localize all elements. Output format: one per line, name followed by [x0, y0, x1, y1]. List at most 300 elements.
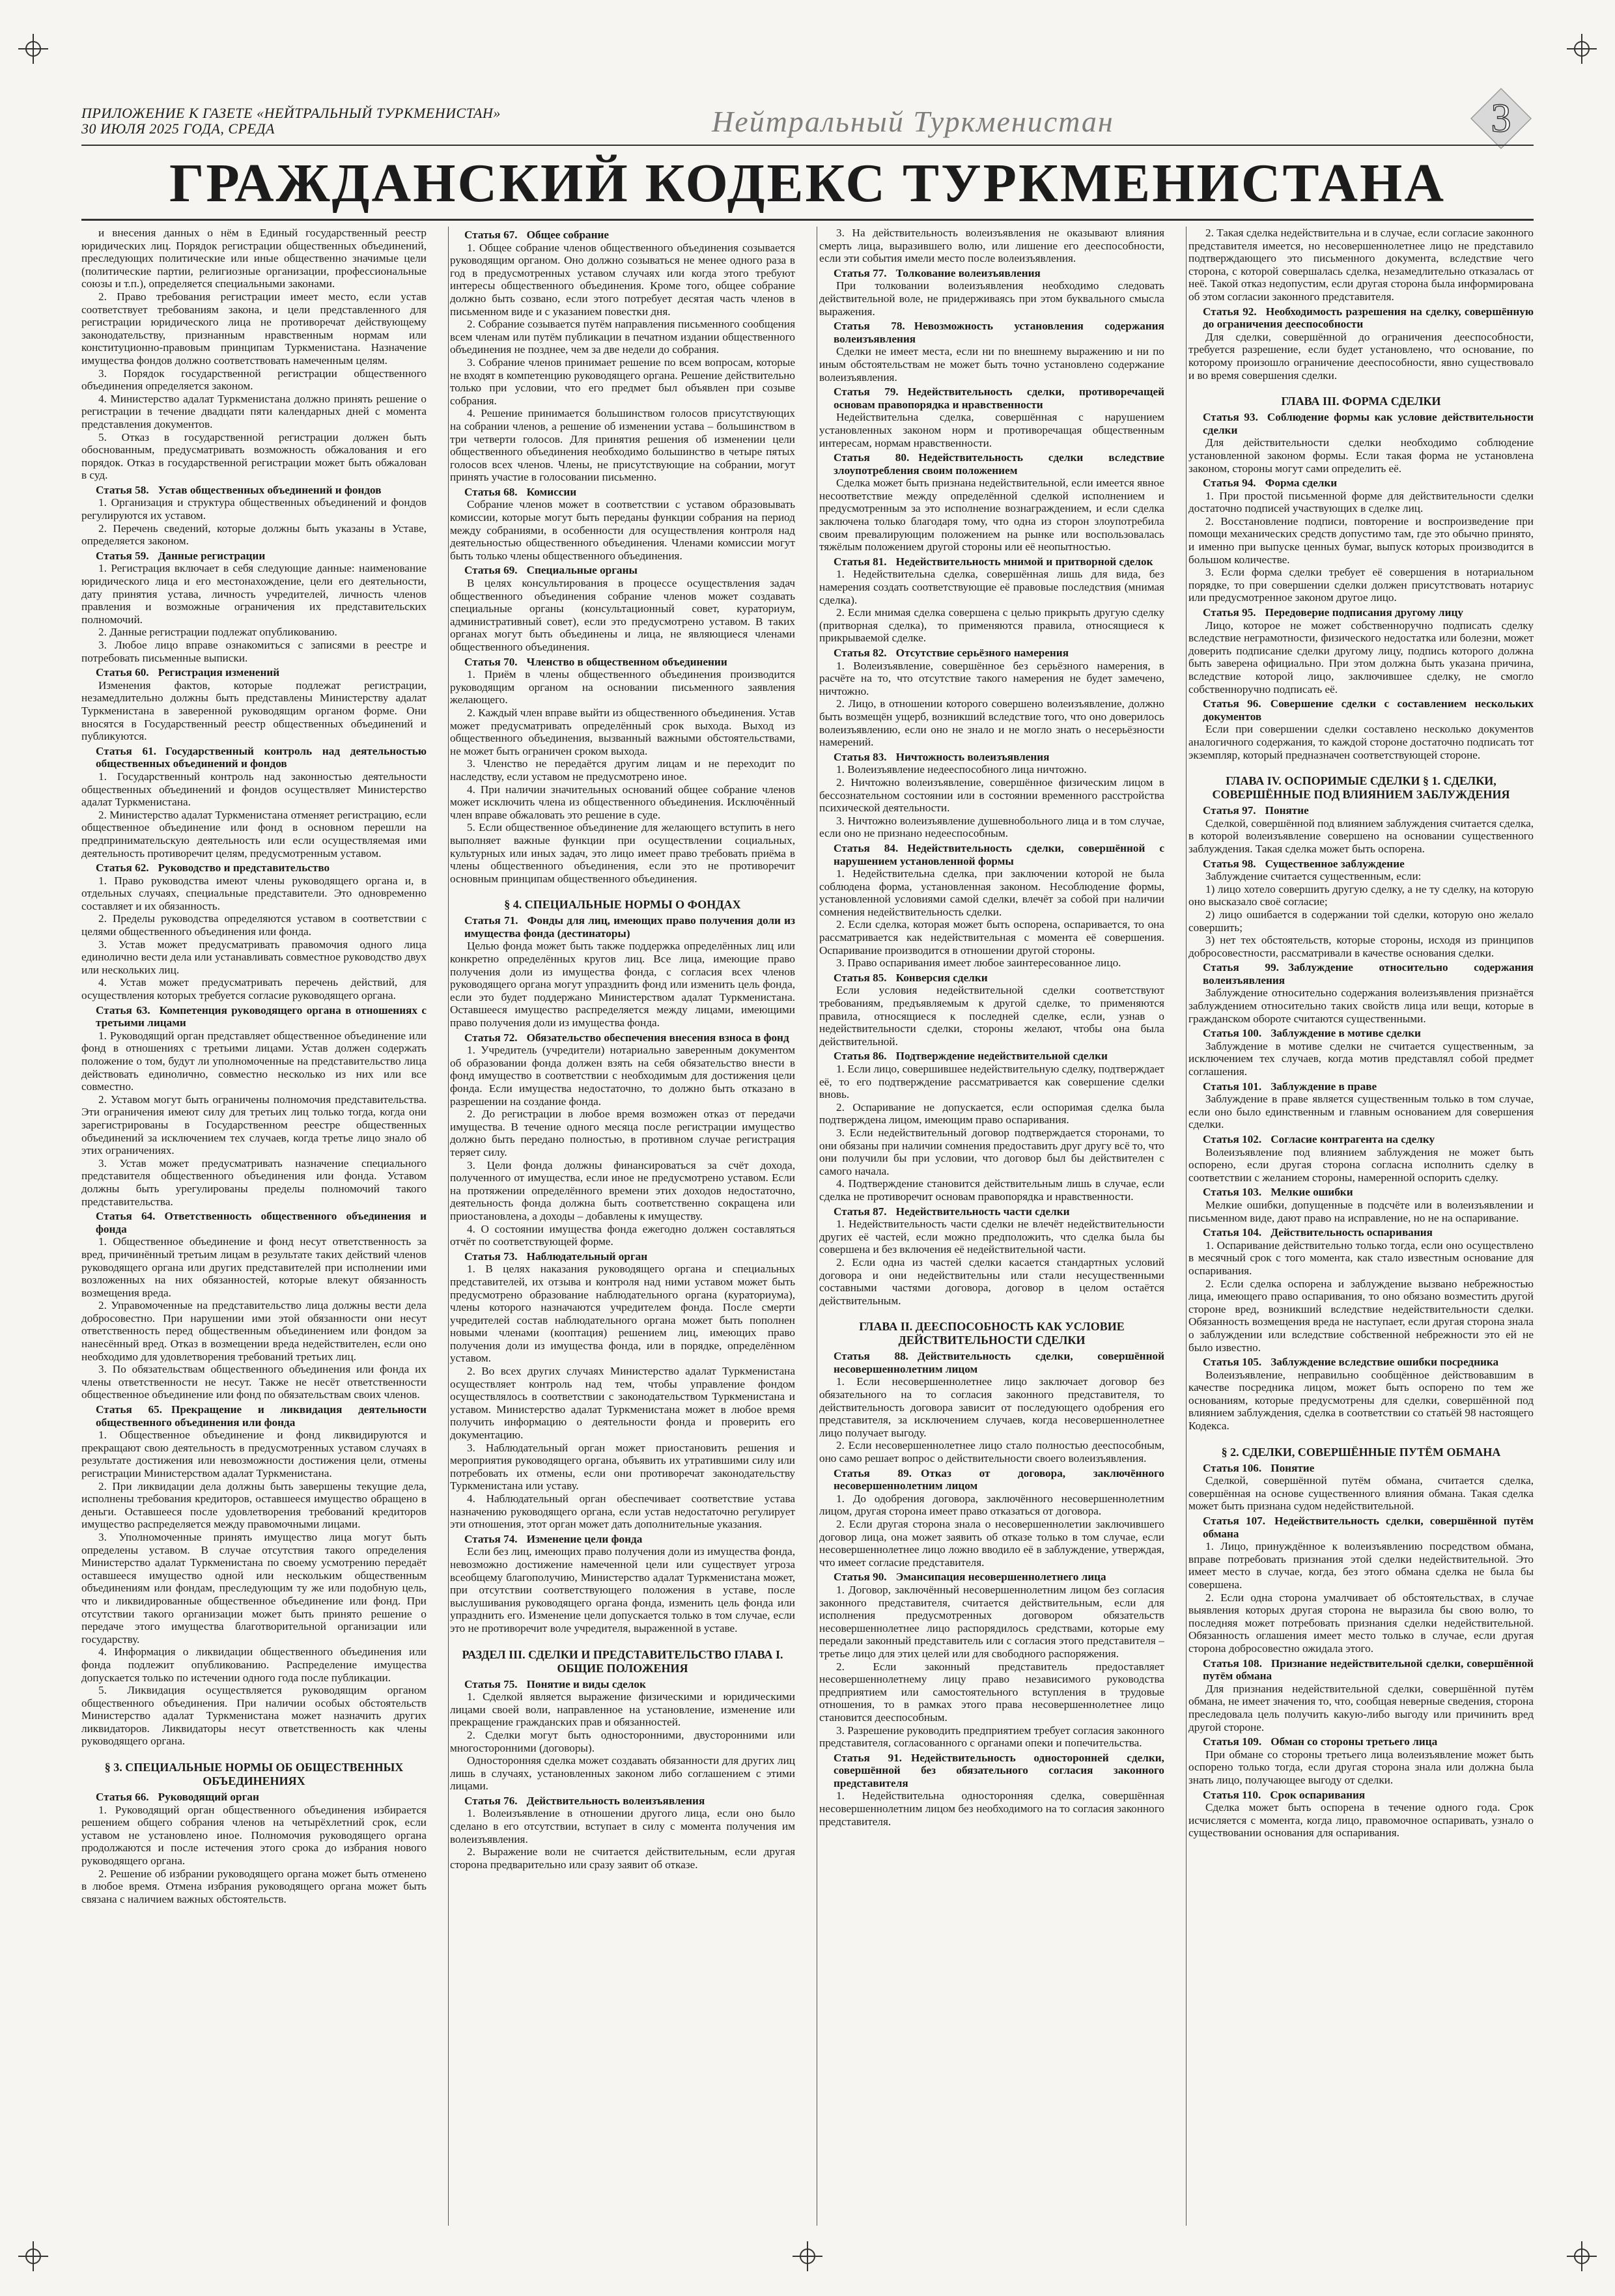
paragraph: 5. Ликвидация осуществляется руководящим органом общественного объединения. При наличии особых обстоятельств Министерство адалат Туркменистана может назначить других ликвидаторов. Ликвидаторы несут ответственность как члены руководящего органа. [81, 1684, 427, 1748]
article-heading [834, 972, 1164, 985]
paragraph: 4. Министерство адалат Туркменистана должно принять решение о регистрации в течение двадцати пяти календарных дней с момента представления документов. [81, 392, 427, 430]
paragraph: При обмане со стороны третьего лица волеизъявление может быть оспорено только тогда, если другая сторона знала или должна была знать лицо, получающее выгоду от сделки. [1188, 1748, 1534, 1786]
article-title: Недействительность сделки вследствие злоупотребления своим положением [834, 451, 1164, 477]
article-number: Статья 86. [834, 1050, 887, 1063]
article-number: Статья 79. [834, 385, 899, 399]
article-heading [96, 550, 427, 563]
article-title: Изменение цели фонда [526, 1532, 643, 1545]
article-heading [834, 555, 1164, 568]
paragraph: 3. Порядок государственной регистрации общественного объединения определяется законом. [81, 367, 427, 393]
paragraph: 1. Государственный контроль над законностью деятельности общественных объединений и фондов осуществляет Министерство адалат Туркменистана. [81, 770, 427, 809]
article-heading [96, 861, 427, 875]
paragraph: 2. При ликвидации дела должны быть завершены текущие дела, исполнены требования кредиторов, оставшееся имущество обращено в деньги. Оставшееся после удовлетворения требований кредиторов имущество распределяется между правомочными лицами. [81, 1479, 427, 1531]
paragraph: 2. Пределы руководства определяются уставом в соответствии с целями общественного объединения или фонда. [81, 912, 427, 938]
article-heading [1203, 1133, 1534, 1146]
paragraph: 1. Если несовершеннолетнее лицо заключает договор без обязательного на то согласия законного представителя, то действительность договора зависит от последующего одобрения его представителя, за исключением случаев, когда несовершеннолетнее лицо получает выгоду. [819, 1375, 1164, 1439]
article-number: Статья 69. [464, 564, 518, 577]
article-title: Фонды для лиц, имеющих право получения доли из имущества фонда (дестинаторы) [464, 914, 795, 940]
paragraph: 1. Волеизъявление, совершённое без серьёзного намерения, в расчёте на то, что отсутствие такого намерения не будет замечено, ничтожно. [819, 659, 1164, 697]
registration-mark-bottom-left [18, 2241, 48, 2271]
paragraph: 4. Информация о ликвидации общественного объединения или фонда подлежит опубликованию. Распределение имущества допускается только по истечении одного года после публикации. [81, 1645, 427, 1684]
paragraph: 4. Устав может предусматривать перечень действий, для осуществления которых требуется согласие руководящего органа. [81, 976, 427, 1002]
article-number: Статья 99. [1203, 961, 1279, 974]
article-title: Регистрация изменений [158, 666, 280, 679]
article-heading [834, 647, 1164, 660]
paragraph: 3. Уполномоченные принять имущество лица могут быть определены уставом. В случае отсутствия такого определения Министерство адалат Туркменистана по своему усмотрению передаёт оставшееся имущество одной или нескольким общественным объединениям или фондам, преследующим ту же или подобную цель, что и ликвидированные общественное объединение или фонд. При отсутствии такого организации может быть принято решение о передаче этого имущества благотворительной организации или государству. [81, 1530, 427, 1645]
article-number: Статья 90. [834, 1571, 887, 1584]
article-title: Понятие [1271, 1461, 1315, 1474]
article-heading [1203, 1515, 1534, 1540]
article-number: Статья 64. [96, 1210, 156, 1223]
column-divider [1186, 227, 1187, 2226]
section-heading: ГЛАВА II. ДЕЕСПОСОБНОСТЬ КАК УСЛОВИЕ ДЕЙСТВИТЕЛЬНОСТИ СДЕЛКИ [859, 1320, 1125, 1347]
paragraph: 1. До одобрения договора, заключённого несовершеннолетним лицом, другая сторона имеет право отказаться от договора. [819, 1492, 1164, 1518]
paragraph: 2. Лицо, в отношении которого совершено волеизъявление, должно быть возмещён ущерб, возникший вследствие того, что оно доверилось волеизъявлению, если оно не знало и не могло знать о несерьёзности намерений. [819, 697, 1164, 749]
title-rule [81, 219, 1534, 221]
paragraph: 4. Наблюдательный орган обеспечивает соответствие устава назначению руководящего органа, если устав недостаточно регулирует эти отношения, этот орган может дать дополнительные указания. [450, 1492, 795, 1531]
paragraph: 2. Если сделка, которая может быть оспорена, оспаривается, то она рассматривается как недействительная с момента её совершения. Оспаривание производится в отношении другой стороны. [819, 918, 1164, 957]
article-heading [1203, 961, 1534, 987]
article-number: Статья 93. [1203, 411, 1258, 424]
article-title: Обязательство обеспечения внесения взноса в фонд [526, 1031, 789, 1044]
text-column-1 [81, 227, 427, 2226]
article-heading [464, 1031, 795, 1044]
article-number: Статья 83. [834, 750, 887, 763]
article-heading [96, 484, 427, 497]
article-heading [1203, 1735, 1534, 1748]
article-title: Срок оспаривания [1270, 1788, 1366, 1801]
paragraph: 1. Учредитель (учредители) нотариально заверенным документом об образовании фонда должен взять на себя обязательство внести в фонд имущество в соответствии с необходимым для достижения цели фонда. Если имущества недостаточно, то должно быть отказано в разрешении на создание фонда. [450, 1044, 795, 1108]
paragraph: При толковании волеизъявления необходимо следовать действительной воле, не придерживаясь при этом буквального смысла выражения. [819, 279, 1164, 318]
article-number: Статья 84. [834, 841, 899, 854]
article-title: Понятие [1265, 804, 1309, 817]
paragraph: 3) нет тех обстоятельств, которые стороны, исходя из принципов добросовестности, рассматривали в качестве основания сделки. [1188, 934, 1534, 959]
article-heading [834, 320, 1164, 345]
article-title: Устав общественных объединений и фондов [158, 483, 382, 496]
article-title: Недействительность сделки, противоречащей основам правопорядка и нравственности [834, 385, 1164, 411]
paragraph: Заблуждение в праве является существенным только в том случае, если оно было единственным и главным основанием для совершения сделки. [1188, 1093, 1534, 1131]
article-heading [834, 1752, 1164, 1790]
registration-mark-bottom-right [1567, 2241, 1597, 2271]
page-title: ГРАЖДАНСКИЙ КОДЕКС ТУРКМЕНИСТАНА [169, 153, 1446, 214]
article-title: Толкование волеизъявления [895, 266, 1041, 279]
paragraph: 1. Общественное объединение и фонд несут ответственность за вред, причинённый третьим лицам в результате таких действий членов руководящего органа или других представителей при исполнении ими возложенных на них обязанностей, которые влекут обязанность возмещения вреда. [81, 1235, 427, 1299]
article-heading [464, 914, 795, 940]
article-number: Статья 107. [1203, 1515, 1266, 1528]
article-heading [1203, 1356, 1534, 1369]
article-number: Статья 77. [834, 266, 887, 279]
article-number: Статья 103. [1203, 1186, 1262, 1199]
page-header [81, 98, 1534, 143]
article-number: Статья 81. [834, 555, 887, 568]
article-number: Статья 73. [464, 1250, 518, 1263]
article-number: Статья 104. [1203, 1226, 1262, 1239]
paragraph: Сделкой, совершённой путём обмана, считается сделка, совершённая на основе существенного влияния обмана. Такая сделка может быть признана судом недействительной. [1188, 1474, 1534, 1513]
article-heading [464, 486, 795, 499]
article-title: Признание недействительной сделки, совершённой путём обмана [1203, 1657, 1534, 1683]
article-heading [96, 1791, 427, 1804]
article-heading [834, 451, 1164, 477]
article-number: Статья 76. [464, 1794, 518, 1807]
paragraph: 1) лицо хотело совершить другую сделку, а не ту сделку, на которую оно высказало своё согласие; [1188, 882, 1534, 908]
paragraph: 5. Отказ в государственной регистрации должен быть обоснованным, предусматривать возможность обжалования и его порядок. Отказ в государственной регистрации может быть обжалован в суд. [81, 430, 427, 482]
paragraph: 3. Разрешение руководить предприятием требует согласия законного представителя, согласованного с органами опеки и попечительства. [819, 1724, 1164, 1750]
article-number: Статья 62. [96, 861, 149, 875]
article-number: Статья 87. [834, 1205, 887, 1218]
article-heading [834, 1571, 1164, 1584]
paragraph: 2. Оспаривание не допускается, если оспоримая сделка была подтверждена лицом, имеющим право оспаривания. [819, 1100, 1164, 1127]
paragraph: Целью фонда может быть также поддержка определённых лиц или конкретно определённых кругов лиц. Все лица, имеющие право получения доли из имущества фонда, с согласия всех членов руководящего органа могут упразднить фонд или изменить цель фонда, если это будет поддержано Министерством адалат Туркменистана. Оставшееся имущество распределяется между лицами, имеющими право получения доли из имущества фонда. [450, 940, 795, 1029]
article-title: Недействительность части сделки [895, 1205, 1070, 1218]
paragraph: 1. Руководящий орган общественного объединения избирается решением общего собрания членов на четырёхлетний срок, если уставом не установлено иное. Полномочия руководящего органа продолжаются и после истечения этого срока до избрания нового руководящего органа. [81, 1803, 427, 1868]
paragraph: Односторонняя сделка может создавать обязанности для других лиц лишь в случаях, установленных законом либо соглашением с этими лицами. [450, 1754, 795, 1793]
article-title: Эмансипация несовершеннолетнего лица [895, 1571, 1106, 1584]
paragraph: 2. Управомоченные на представительство лица должны вести дела добросовестно. При нарушении ими этой обязанности они несут ответственность перед общественным объединением или фондом за нанесённый вред. Отказ в возмещении вреда недействителен, если оно необходимо для удовлетворения требований третьих лиц. [81, 1299, 427, 1363]
article-title: Конверсия сделки [895, 971, 988, 984]
article-title: Руководящий орган [158, 1791, 259, 1804]
registration-mark-top-left [18, 34, 48, 64]
article-number: Статья 102. [1203, 1133, 1262, 1145]
supplement-info [81, 105, 501, 137]
article-heading [464, 564, 795, 577]
article-heading [1203, 1226, 1534, 1239]
paragraph: 4. О состоянии имущества фонда ежегодно должен составляться отчёт по соответствующей форме. [450, 1222, 795, 1248]
article-heading [96, 666, 427, 679]
paragraph: 2. Если сделка оспорена и заблуждение вызвано небрежностью лица, имеющего право оспаривания, то оно обязано возместить другой стороне вред, возникший вследствие недействительности сделки. Обязанность возмещения вреда не наступает, если другая сторона знала о заблуждении или вследствие собственной небрежности это ей не было известно. [1188, 1277, 1534, 1354]
article-title: Согласие контрагента на сделку [1271, 1133, 1435, 1145]
article-number: Статья 80. [834, 451, 910, 464]
paragraph: 2. Собрание созывается путём направления письменного сообщения всем членам или путём публикации в печатном издании общественного объединения не позднее, чем за две недели до собрания. [450, 318, 795, 356]
paragraph: 1. При простой письменной форме для действительности сделки достаточно подписей участвующих в сделке лиц. [1188, 489, 1534, 515]
article-heading [1203, 697, 1534, 723]
paragraph: 1. Договор, заключённый несовершеннолетним лицом без согласия законного представителя, считается действительным, если для исполнения предусмотренных договором обязательств несовершеннолетнее лицо распорядилось средствами, которые ему передали законный представитель или с согласия этого представителя – третье лицо для этих целей или для свободного распоряжения. [819, 1583, 1164, 1660]
article-title: Членство в общественном объединении [526, 655, 727, 668]
paragraph: 2. Ничтожно волеизъявление, совершённое физическим лицом в бессознательном состоянии или в состоянии временного расстройства психической деятельности. [819, 776, 1164, 815]
article-title: Ничтожность волеизъявления [895, 750, 1050, 763]
paragraph: 2. Сделки могут быть односторонними, двусторонними или многосторонними (договоры). [450, 1728, 795, 1754]
paragraph: Если условия недействительной сделки соответствуют требованиям, предъявляемым к другой сделке, то применяются правила, относящиеся к последней сделке, если, узнав о недействительности сделки, стороны желают, чтобы она была действительной. [819, 984, 1164, 1048]
paragraph: 2. Право требования регистрации имеет место, если устав соответствует требованиям закона, и цели представленного для регистрации юридического лица не противоречат действующему законодательству, признанным нравственным нормам или конституционно-правовым принципам Туркменистана. Назначение имущества фондов должно соответствовать намеченным целям. [81, 290, 427, 367]
article-title: Подтверждение недействительной сделки [895, 1050, 1108, 1063]
paragraph: 3. Собрание членов принимает решение по всем вопросам, которые не входят в компетенцию руководящего органа. Решение действительно только при условии, что его предмет был объявлен при созыве собрания. [450, 356, 795, 407]
paragraph: 2. Если одна из частей сделки касается стандартных условий договора и они недействительны или стали несущественными составными частями договора, договор в целом остаётся действительным. [819, 1255, 1164, 1307]
article-heading [464, 1250, 795, 1263]
paragraph: 3. На действительность волеизъявления не оказывают влияния смерть лица, выразившего волю, или лишение его дееспособности, если эти события имели место после волеизъявления. [819, 227, 1164, 265]
paragraph: Лицо, которое не может собственноручно подписать сделку вследствие неграмотности, физического недостатка или болезни, может доверить подписание сделки другому лицу, подпись которого должна быть заверена официально. При этом должна быть указана причина, вследствие которой лицо, заключившее сделку, не смогло собственноручно подписать её. [1188, 619, 1534, 695]
article-number: Статья 91. [834, 1751, 902, 1764]
newspaper-name: Нейтральный Туркменистан [712, 105, 1114, 138]
article-title: Форма сделки [1265, 477, 1338, 490]
page-number: 3 [1491, 96, 1511, 141]
section-heading: ГЛАВА III. ФОРМА СДЕЛКИ [1281, 395, 1441, 408]
paragraph: Собрание членов может в соответствии с уставом образовывать комиссии, которые могут быть переданы функции собрания на период между собраниями, в особенности для осуществления контроля над деятельностью общественного объединения. Членами комиссии могут быть только члены общественного объединения. [450, 498, 795, 562]
article-title: Компетенция руководящего органа в отношениях с третьими лицами [96, 1003, 427, 1029]
article-title: Комиссии [526, 485, 577, 498]
article-number: Статья 70. [464, 655, 518, 668]
registration-mark-bottom-center [793, 2241, 822, 2271]
article-title: Ответственность общественного объединения и фонда [96, 1210, 427, 1235]
article-heading [464, 1678, 795, 1691]
paragraph: 2. Если одна сторона умалчивает об обстоятельствах, в случае выявления которых другая сторона не выразила бы свою волю, то последняя может потребовать признания сделки недействительной. Обязанность оглашения имеет место только в случае, если другая сторона добросовестно ожидала этого. [1188, 1591, 1534, 1655]
paragraph: 3. Цели фонда должны финансироваться за счёт дохода, полученного от имущества, если иное не предусмотрено уставом. Если на протяжении определённого времени этих доходов недостаточно, деятельность фонда должна быть соответственно сокращена или приостановлена, а доходы – добавлены к имуществу. [450, 1158, 795, 1222]
article-number: Статья 72. [464, 1031, 518, 1044]
article-number: Статья 88. [834, 1350, 908, 1363]
paragraph: В целях консультирования в процессе осуществления задач общественного объединения собрание членов может создавать специальные органы (консультационный совет, кураториум, административный совет), если это предусмотрено уставом. В таких органах могут быть объединены и лица, не являющиеся членами общественного объединения. [450, 577, 795, 653]
paragraph: 2. Перечень сведений, которые должны быть указаны в Уставе, определяется законом. [81, 522, 427, 548]
article-number: Статья 78. [834, 320, 905, 333]
article-title: Действительность волеизъявления [526, 1794, 705, 1807]
section-heading: § 3. СПЕЦИАЛЬНЫЕ НОРМЫ ОБ ОБЩЕСТВЕННЫХ ОБЪЕДИНЕНИЯХ [104, 1761, 404, 1788]
article-title: Передоверие подписания другому лицу [1265, 606, 1463, 619]
section-heading: РАЗДЕЛ III. СДЕЛКИ И ПРЕДСТАВИТЕЛЬСТВО ГЛАВА I. ОБЩИЕ ПОЛОЖЕНИЯ [462, 1647, 783, 1675]
article-number: Статья 94. [1203, 477, 1256, 490]
paragraph: 1. Недействительна сделка, при заключении которой не была соблюдена форма, установленная законом. Несоблюдение формы, установленной условиями самой сделки, влечёт за собой при наличии сомнения недействительность сделки. [819, 867, 1164, 918]
article-number: Статья 85. [834, 971, 887, 984]
paragraph: Сделка может быть оспорена в течение одного года. Срок исчисляется с момента, когда лицо, правомочное оспаривать, узнало о существовании основания для оспаривания. [1188, 1801, 1534, 1840]
section-heading: ГЛАВА IV. ОСПОРИМЫЕ СДЕЛКИ § 1. СДЕЛКИ, СОВЕРШЁННЫЕ ПОД ВЛИЯНИЕМ ЗАБЛУЖДЕНИЯ [1212, 774, 1510, 802]
supplement-line: ПРИЛОЖЕНИЕ К ГАЗЕТЕ «НЕЙТРАЛЬНЫЙ ТУРКМЕНИСТАН» [81, 105, 501, 121]
paragraph: 2. Если мнимая сделка совершена с целью прикрыть другую сделку (притворная сделка), то применяются правила, относящиеся к прикрываемой сделке. [819, 606, 1164, 645]
article-heading [1203, 606, 1534, 619]
article-title: Недействительность мнимой и притворной сделок [895, 555, 1153, 568]
article-number: Статья 96. [1203, 697, 1261, 710]
paragraph: 2. Во всех других случаях Министерство адалат Туркменистана осуществляет контроль над тем, чтобы управление фондом осуществлялось в соответствии с законодательством Туркменистана и уставом. Министерство адалат Туркменистана может в любое время получить информацию о деятельности фонда и проверить его документацию. [450, 1365, 795, 1442]
article-number: Статья 92. [1203, 305, 1257, 318]
article-heading [96, 1210, 427, 1235]
article-number: Статья 66. [96, 1791, 149, 1804]
paragraph: Изменения фактов, которые подлежат регистрации, незамедлительно должны быть представлены Министерству адалат Туркменистана в заверенной руководящим органом форме. Они вносятся в Государственный реестр общественных объединений и публикуются. [81, 679, 427, 743]
article-number: Статья 71. [464, 914, 518, 927]
article-title: Специальные органы [526, 564, 638, 577]
article-title: Необходимость разрешения на сделку, совершённую до ограничения дееспособности [1203, 305, 1534, 331]
paragraph: 1. Волеизъявление в отношении другого лица, если оно было сделано в его отсутствии, вступает в силу с момента получения им волеизъявления. [450, 1807, 795, 1845]
issue-date: 30 ИЮЛЯ 2025 ГОДА, СРЕДА [81, 120, 275, 137]
article-heading [834, 1050, 1164, 1063]
paragraph: 2. Если другая сторона знала о несовершеннолетии заключившего договор лица, она может заявить об отказе только в том случае, если несовершеннолетнее лицо ложно вводило её в заблуждение, утверждая, что имеет согласие представителя. [819, 1518, 1164, 1569]
article-title: Общее собрание [526, 229, 610, 241]
paragraph: Для действительности сделки необходимо соблюдение установленной законом формы. Если такая форма не установлена законом, стороны могут сами определить её. [1188, 436, 1534, 475]
article-title: Мелкие ошибки [1271, 1186, 1353, 1199]
article-title: Государственный контроль над деятельностью общественных объединений и фондов [96, 744, 427, 770]
article-heading [834, 751, 1164, 764]
article-heading [834, 1350, 1164, 1375]
text-column-3 [819, 227, 1164, 2226]
article-number: Статья 101. [1203, 1080, 1262, 1093]
article-number: Статья 67. [464, 229, 518, 241]
paragraph: 5. Если общественное объединение для желающего вступить в него выполняет важные функции при осуществлении социальных, культурных или иных задач, это лицо имеет право требовать приёма в члены общественного объединения, если это не противоречит основным принципам общественного объединения. [450, 821, 795, 885]
article-heading [464, 229, 795, 242]
paragraph: Сделка может быть признана недействительной, если имеется явное несоответствие между определённой сделкой исполнением и предусмотренным за это исполнение вознаграждением, и если сделка заключена только благодаря тому, что одна из сторон злоупотребила своим превалирующим положением на рынке или воспользовалась тяжёлым положением другой стороны или её неопытностью. [819, 477, 1164, 553]
paragraph: Сделкой, совершённой под влиянием заблуждения считается сделка, в которой волеизъявление совершено на основании существенного заблуждения. Такая сделка может быть оспорена. [1188, 817, 1534, 855]
article-heading [1203, 858, 1534, 871]
paragraph: Недействительна сделка, совершённая с нарушением установленных законом норм и противоречащая общественным интересам, нормам нравственности. [819, 411, 1164, 449]
article-title: Наблюдательный орган [526, 1250, 648, 1263]
article-heading [1203, 1080, 1534, 1093]
article-number: Статья 82. [834, 647, 887, 659]
header-rule [81, 145, 1534, 146]
paragraph: 1. Оспаривание действительно только тогда, если оно осуществлено в месячный срок с того момента, как стало известным основание для оспаривания. [1188, 1239, 1534, 1277]
paragraph: 3. Устав может предусматривать правомочия одного лица единолично вести дела или устанавливать совместное руководство двух или нескольких лиц. [81, 938, 427, 976]
paragraph: 3. Если форма сделки требует её совершения в нотариальном порядке, то при совершении сделки должен присутствовать нотариус или предусмотренное законом другое лицо. [1188, 566, 1534, 604]
article-heading [834, 267, 1164, 280]
article-heading [1203, 1027, 1534, 1040]
paragraph: Мелкие ошибки, допущенные в подсчёте или в волеизъявлении и письменном виде, дают право на исправление, но не на оспаривание. [1188, 1198, 1534, 1224]
article-title: Заблуждение относительно содержания волеизъявления [1203, 961, 1534, 987]
paragraph: 3. Ничтожно волеизъявление душевнобольного лица и в том случае, если оно не признано недееспособным. [819, 814, 1164, 840]
paragraph: 2) лицо ошибается в содержании той сделки, которую оно желало совершить; [1188, 908, 1534, 934]
article-number: Статья 109. [1203, 1735, 1262, 1748]
article-title: Совершение сделки с составлением нескольких документов [1203, 697, 1534, 723]
paragraph: 2. Каждый член вправе выйти из общественного объединения. Устав может предусматривать определённый срок выхода. Выход из общественного объединения, вызванный важными обстоятельствами, не может быть ограничен сроком выхода. [450, 706, 795, 757]
article-title: Недействительность односторонней сделки, совершённой без обязательного согласия законного представителя [834, 1751, 1164, 1789]
paragraph: 1. Лицо, принуждённое к волеизъявлению посредством обмана, вправе потребовать признания этой сделки недействительной. Это имеет место в случае, когда, без этого обмана сделка не была бы совершена. [1188, 1540, 1534, 1591]
paragraph: 1. Право руководства имеют члены руководящего органа и, в отдельных случаях, специальные представители. Это одновременно составляет и их обязанность. [81, 874, 427, 912]
article-number: Статья 61. [96, 744, 157, 757]
paragraph: 1. Приём в члены общественного объединения производится руководящим органом на основании письменного заявления желающего. [450, 668, 795, 707]
article-heading [1203, 1186, 1534, 1199]
paragraph: Сделки не имеет места, если ни по внешнему выражению и ни по иным обстоятельствам не может быть точно установлено содержание волеизъявления. [819, 345, 1164, 384]
paragraph: 1. Волеизъявление недееспособного лица ничтожно. [836, 763, 1087, 776]
article-number: Статья 74. [464, 1532, 518, 1545]
article-number: Статья 110. [1203, 1788, 1261, 1801]
article-title: Действительность сделки, совершённой несовершеннолетним лицом [834, 1350, 1164, 1375]
section-heading: § 2. СДЕЛКИ, СОВЕРШЁННЫЕ ПУТЁМ ОБМАНА [1221, 1445, 1501, 1459]
article-heading [1203, 305, 1534, 331]
article-title: Данные регистрации [158, 549, 266, 562]
article-title: Обман со стороны третьего лица [1271, 1735, 1438, 1748]
paragraph: 2. Уставом могут быть ограничены полномочия представительства. Эти ограничения имеют силу для третьих лиц только тогда, когда они зарегистрированы в Государственном реестре общественных объединений за исключением тех случаев, когда третье лицо знало об этих ограничениях. [81, 1093, 427, 1157]
article-heading [834, 842, 1164, 867]
article-heading [96, 1403, 427, 1429]
page-number-badge [1468, 86, 1534, 151]
article-title: Руководство и представительство [158, 861, 330, 875]
paragraph: 2. До регистрации в любое время возможен отказ от передачи имущества. В течение одного месяца после регистрации имущество должно быть передано полностью, в противном случае регистрация теряет силу. [450, 1108, 795, 1158]
paragraph: 2. Данные регистрации подлежат опубликованию. [98, 626, 337, 639]
paragraph: 1. Сделкой является выражение физическими и юридическими лицами своей воли, направленное на установление, изменение или прекращение гражданских прав и обязанностей. [450, 1690, 795, 1729]
article-heading [1203, 477, 1534, 490]
article-number: Статья 59. [96, 549, 149, 562]
article-number: Статья 106. [1203, 1461, 1262, 1474]
article-number: Статья 60. [96, 666, 149, 679]
paragraph: 4. Решение принимается большинством голосов присутствующих на собрании членов, а решение об изменении устава – большинством в три четверти голосов. Для принятия решения об изменении цели общественного объединения необходимо большинство в четыре пятых голосов всех членов. Члены, не присутствующие на собрании, могут принять участие в голосовании письменно. [450, 407, 795, 484]
paragraph: 1. Регистрация включает в себя следующие данные: наименование юридического лица и его местонахождение, цели его деятельности, дату принятия устава, личность учредителей, личность членов правления и возможные ограничения их представительских полномочий. [81, 562, 427, 626]
paragraph: Если без лиц, имеющих право получения доли из имущества фонда, невозможно достижение намеченной цели или существует угроза всеобщему благополучию, Министерство адалат Туркменистана может, при отсутствии соответствующего положения в уставе, после выслушивания руководящего органа фонда, изменить цель фонда или упразднить его. Изменение цели допускается только в том случае, если это не противоречит воле учредителя, выраженной в уставе. [450, 1545, 795, 1634]
article-title: Соблюдение формы как условие действительности сделки [1203, 411, 1534, 436]
paragraph: 1. Руководящий орган представляет общественное объединение или фонд в отношениях с третьими лицами. Устав должен содержать положение о том, будут ли уполномоченные на представительство лица действовать единолично, совместно несколько из них или все совместно. [81, 1029, 427, 1093]
article-number: Статья 105. [1203, 1356, 1262, 1369]
paragraph: 3. Членство не передаётся другим лицам и не переходит по наследству, если уставом не предусмотрено иное. [450, 757, 795, 783]
article-heading [464, 1533, 795, 1546]
paragraph: Для сделки, совершённой до ограничения дееспособности, требуется разрешение, если будет установлено, что основание, по которому произошло ограничение дееспособности, явно существовало и во время совершения сделки. [1188, 330, 1534, 382]
article-title: Прекращение и ликвидация деятельности общественного объединения или фонда [96, 1403, 427, 1429]
paragraph: Волеизъявление под влиянием заблуждения не может быть оспорено, если другая сторона согласна исполнить сделку в соответствии с желанием стороны, намеренной оспорить сделку. [1188, 1145, 1534, 1184]
article-heading [834, 385, 1164, 411]
article-heading [1203, 411, 1534, 436]
paragraph: 3. Если недействительный договор подтверждается сторонами, то они обязаны при наличии сомнения предоставить друг другу всё то, что они получили бы при условии, что договор был бы действителен с самого начала. [819, 1126, 1164, 1177]
article-title: Недействительность сделки, совершённой с нарушением установленной формы [834, 841, 1164, 867]
article-heading [96, 1004, 427, 1029]
article-heading [96, 745, 427, 770]
article-number: Статья 95. [1203, 606, 1256, 619]
article-title: Действительность оспаривания [1271, 1226, 1433, 1239]
paragraph: Заблуждение относительно содержания волеизъявления признаётся заблуждением относительно таких свойств лица или вещи, которые в гражданском обороте считаются существенными. [1188, 987, 1534, 1025]
article-number: Статья 97. [1203, 804, 1256, 817]
paragraph: 4. При наличии значительных оснований общее собрание членов может исключить члена из общественного объединения. Исключённый член вправе обжаловать это решение в суде. [450, 783, 795, 821]
paragraph: 2. Такая сделка недействительна и в случае, если согласие законного представителя имеется, но несовершеннолетнее лицо не представило подтверждающего это письменного документа, вследствие чего сторона, с которой совершалась сделка, незамедлительно отказалась от неё. Такой отказ недопустим, если другая сторона была информирована об этом согласии законного представителя. [1188, 227, 1534, 303]
article-heading [464, 1795, 795, 1808]
paragraph: 2. Решение об избрании руководящего органа может быть отменено в любое время. Отмена избрания руководящего органа может быть связана с наличием важных обстоятельств. [81, 1867, 427, 1905]
paragraph: и внесения данных о нём в Единый государственный реестр юридических лиц. Порядок регистрации общественных объединений, преследующих политические или иные общественно значимые цели (политические партии, религиозные организации, профессиональные союзы и т.п.), определяется специальными законами. [81, 227, 427, 290]
paragraph: 1. Общее собрание членов общественного объединения созывается руководящим органом. Оно должно созываться не менее одного раза в год в предусмотренных уставом случаях или когда этого требуют интересы общественного объединения. Кроме того, общее собрание должно быть созвано, если этого потребует десятая часть членов в письменном виде и с указанием повестки дня. [450, 241, 795, 318]
article-title: Отказ от договора, заключённого несовершеннолетним лицом [834, 1466, 1164, 1492]
article-title: Заблуждение вследствие ошибки посредника [1271, 1356, 1499, 1369]
article-heading [1203, 804, 1534, 817]
registration-mark-top-right [1567, 34, 1597, 64]
paragraph: 1. Общественное объединение и фонд ликвидируются и прекращают свою деятельность в предусмотренных уставом случаях в результате достижения или невозможности достижения цели, отмены регистрации Министерством адалат Туркменистана. [81, 1429, 427, 1479]
article-number: Статья 108. [1203, 1657, 1262, 1670]
article-title: Заблуждение в праве [1271, 1080, 1377, 1093]
article-heading [464, 656, 795, 669]
paragraph: 1. Организация и структура общественных объединений и фондов регулируются их уставом. [81, 496, 427, 522]
paragraph: 2. Министерство адалат Туркменистана отменяет регистрацию, если общественное объединение или фонд в основном перешли на предпринимательскую деятельность или если осуществляемая ими деятельность противоречит целям, предусмотренным уставом. [81, 808, 427, 860]
article-number: Статья 89. [834, 1466, 912, 1479]
article-number: Статья 68. [464, 485, 518, 498]
article-title: Понятие и виды сделок [526, 1677, 646, 1690]
article-title: Заблуждение в мотиве сделки [1271, 1027, 1421, 1040]
paragraph: 1. Недействительна сделка, совершённая лишь для вида, без намерения создать соответствующие её правовые последствия (мнимая сделка). [819, 568, 1164, 606]
paragraph: 2. Восстановление подписи, повторение и воспроизведение при помощи механических средств допустимо там, где это обычно принято, и именно при выпуске ценных бумаг, выпуск которых производится в большом количестве. [1188, 514, 1534, 566]
paragraph: Волеизъявление, неправильно сообщённое действовавшим в качестве посредника лицом, может быть оспорено по тем же основаниям, которые предусмотрены для сделки, совершённой под влиянием заблуждения, сделка в соответствии со статьёй 98 настоящего Кодекса. [1188, 1368, 1534, 1433]
paragraph: 2. Выражение воли не считается действительным, если другая сторона предварительно или сразу заявит об отказе. [450, 1845, 795, 1871]
article-title: Существенное заблуждение [1265, 857, 1405, 870]
text-column-2 [450, 227, 795, 2226]
paragraph: 3. По обязательствам общественного объединения или фонда их члены ответственности не несут. Также не несёт ответственности общественное объединение или фонд по обязательствам своих членов. [81, 1363, 427, 1401]
paragraph: 4. Подтверждение становится действительным лишь в случае, если сделка не противоречит основам правопорядка и нравственности. [819, 1177, 1164, 1203]
article-number: Статья 100. [1203, 1027, 1262, 1040]
paragraph: 3. Любое лицо вправе ознакомиться с записями в реестре и потребовать письменные выписки. [81, 639, 427, 664]
paragraph: 1. В целях наказания руководящего органа и специальных представителей, их отзыва и контроля над ними уставом может быть предусмотрено образование наблюдательного органа (кураториума), члены которого назначаются учредителем фонда. После смерти учредителей состав наблюдательного органа может быть пополнен новыми членами (кооптация) решением лиц, имеющих право получения доли из имущества фонда, или в порядке, определённом уставом. [450, 1263, 795, 1365]
paragraph: 2. Если законный представитель предоставляет несовершеннолетнему лицу право независимого руководства предприятием или самостоятельного вступления в трудовые отношения, то в рамках этого права несовершеннолетнее лицо становится дееспособным. [819, 1660, 1164, 1724]
article-number: Статья 75. [464, 1677, 518, 1690]
paragraph: Если при совершении сделки составлено несколько документов аналогичного содержания, то каждой стороне достаточно подписать тот экземпляр, который предназначен соответствующей стороне. [1188, 723, 1534, 761]
article-number: Статья 98. [1203, 857, 1256, 870]
paragraph: Заблуждение считается существенным, если: [1205, 870, 1422, 883]
article-title: Недействительность сделки, совершённой путём обмана [1203, 1515, 1534, 1540]
article-heading [834, 1467, 1164, 1492]
paragraph: 3. Наблюдательный орган может приостановить решения и мероприятия руководящего органа, объявить их утратившими силу или потребовать их отмены, если они противоречат законодательству Туркменистана или уставу. [450, 1441, 795, 1492]
section-heading: § 4. СПЕЦИАЛЬНЫЕ НОРМЫ О ФОНДАХ [504, 898, 741, 912]
article-number: Статья 65. [96, 1403, 162, 1416]
article-title: Отсутствие серьёзного намерения [895, 647, 1069, 659]
paragraph: Заблуждение в мотиве сделки не считается существенным, за исключением тех случаев, когда мотив представлял собой предмет соглашения. [1188, 1039, 1534, 1078]
article-number: Статья 63. [96, 1003, 150, 1016]
article-number: Статья 58. [96, 483, 149, 496]
paragraph: 1. Недействительна односторонняя сделка, совершённая несовершеннолетним лицом без необходимого на то согласия законного представителя. [819, 1789, 1164, 1828]
paragraph: Для признания недействительной сделки, совершённой путём обмана, не имеет значения то, что, сообщая неверные сведения, сторона преследовала цель получить какую-либо выгоду или причинить вред другой стороне. [1188, 1682, 1534, 1733]
article-heading [834, 1205, 1164, 1218]
article-heading [1203, 1657, 1534, 1683]
article-heading [1203, 1462, 1534, 1475]
paragraph: 2. Если несовершеннолетнее лицо стало полностью дееспособным, оно само решает вопрос о действительности своего волеизъявления. [819, 1439, 1164, 1465]
paragraph: 3. Устав может предусматривать назначение специального представителя общественного объединения или фонда. Уставом должны быть урегулированы пределы полномочий такого представительства. [81, 1156, 427, 1208]
article-heading [1203, 1789, 1534, 1802]
article-columns [81, 227, 1534, 2226]
article-title: Невозможность установления содержания волеизъявления [834, 320, 1164, 345]
text-column-4 [1188, 227, 1534, 2226]
paragraph: 1. Недействительность части сделки не влечёт недействительности других её частей, если можно предположить, что сделка была бы совершена и без включения её недействительной части. [819, 1218, 1164, 1256]
column-divider [448, 227, 449, 2226]
paragraph: 3. Право оспаривания имеет любое заинтересованное лицо. [836, 957, 1121, 970]
